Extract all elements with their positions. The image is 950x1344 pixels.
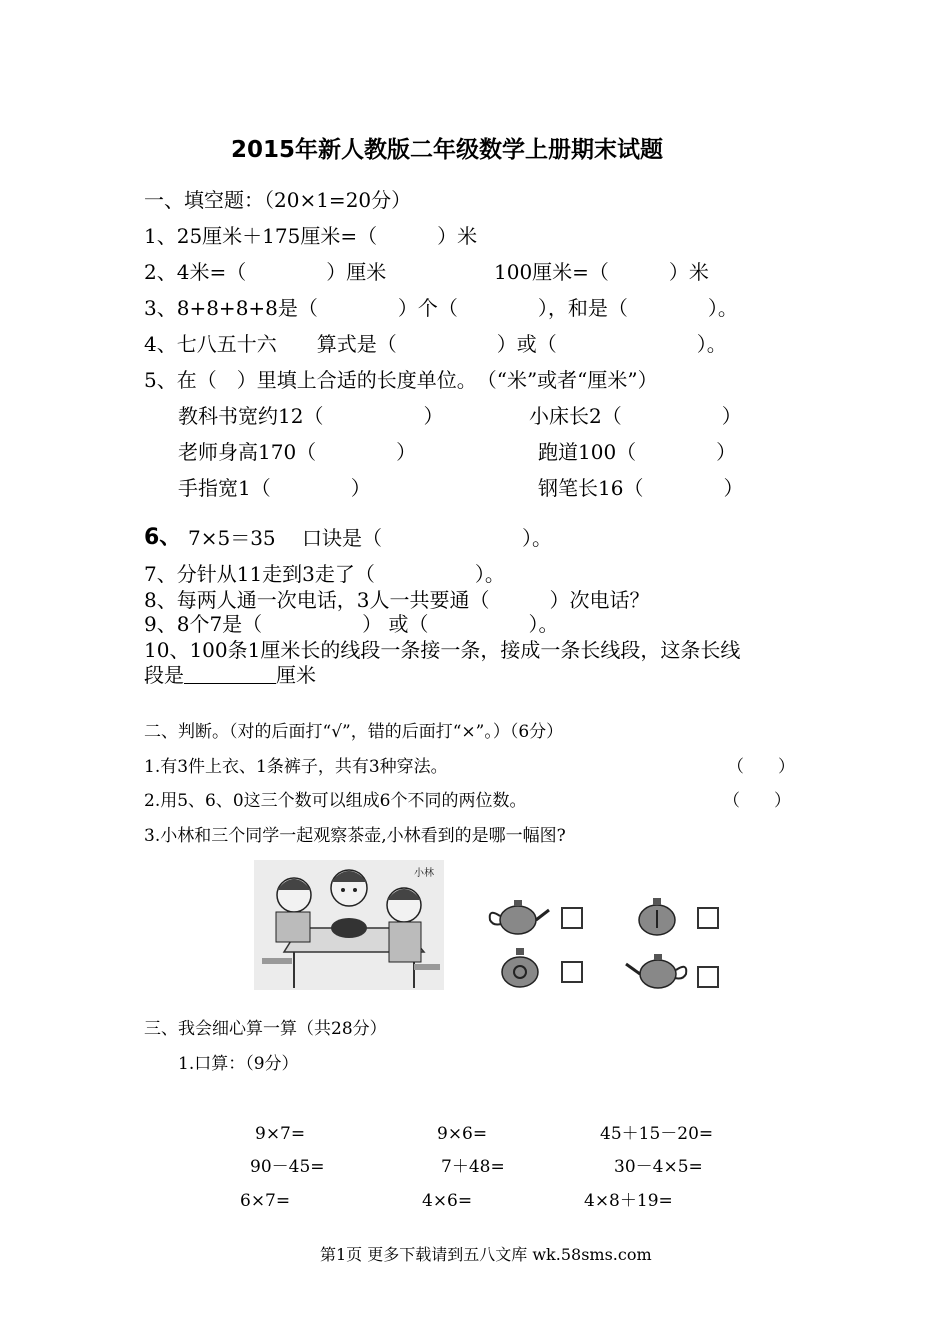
section2-heading: 二、判断。（对的后面打“√”，错的后面打“×”。）（6分） [144, 722, 564, 742]
question-6-number: 6、 [144, 525, 182, 550]
question-5b: 小床长2（ ） [529, 404, 742, 428]
question-5f: 钢笔长16（ ） [538, 476, 744, 500]
judge-2-paren: （ ） [723, 791, 791, 811]
question-10-unit: 厘米 [276, 663, 316, 687]
question-8: 8、每两人通一次电话，3人一共要通（ ）次电话？ [144, 588, 650, 612]
question-1: 1、25厘米＋175厘米=（ ）米 [144, 224, 478, 248]
teapot-side-view-icon [485, 890, 555, 940]
question-7: 7、分针从11走到3走了（ ）。 [144, 562, 505, 586]
section3-sub1: 1.口算：（9分） [178, 1054, 299, 1074]
teapot-back-view-icon [493, 942, 547, 992]
judge-2: 2.用5、6、0这三个数可以组成6个不同的两位数。 [144, 791, 527, 811]
question-3: 3、8+8+8+8是（ ）个（ ），和是（ ）。 [144, 296, 738, 320]
question-2a: 2、4米=（ ）厘米 [144, 260, 387, 284]
teapot-front-view-icon [630, 888, 684, 940]
option-box-1[interactable] [561, 907, 583, 929]
calc-item: 6×7= [240, 1191, 291, 1211]
question-6: 7×5＝35 口诀是（ ）。 [188, 526, 553, 550]
question-2b: 100厘米=（ ）米 [494, 260, 709, 284]
question-5: 5、在（ ）里填上合适的长度单位。 （“米”或者“厘米”） [144, 368, 658, 392]
section1-heading: 一、填空题：（20×1=20分） [144, 188, 412, 212]
question-10-line2 [144, 665, 316, 685]
question-4: 4、七八五十六 算式是（ ）或（ ）。 [144, 332, 727, 356]
judge-1: 1.有3件上衣、1条裤子，共有3种穿法。 [144, 757, 448, 777]
calc-item: 90－45= [250, 1157, 325, 1177]
question-5c: 老师身高170（ ） [178, 440, 417, 464]
question-5d: 跑道100（ ） [538, 440, 737, 464]
question-5e: 手指宽1（ ） [178, 476, 371, 500]
question-10-line1: 10、100条1厘米长的线段一条接一条，接成一条长线段，这条长线 [144, 638, 741, 662]
calc-item: 9×6= [437, 1124, 488, 1144]
calc-item: 7＋48= [441, 1157, 505, 1177]
question-10-prefix: 段是 [144, 663, 184, 687]
page-footer: 第1页 更多下载请到五八文库 wk.58sms.com [320, 1245, 652, 1264]
calc-item: 9×7= [255, 1124, 306, 1144]
calc-item: 4×8＋19= [584, 1191, 673, 1211]
xiaolin-label: 小林 [414, 868, 434, 879]
question-5a: 教科书宽约12（ ） [178, 404, 444, 428]
answer-underline [184, 665, 276, 684]
option-box-4[interactable] [697, 966, 719, 988]
teapot-other-side-icon [620, 944, 692, 994]
judge-1-paren: （ ） [727, 757, 795, 777]
kids-observing-teapot-illustration [254, 860, 444, 990]
calc-item: 30－4×5= [614, 1157, 703, 1177]
option-box-2[interactable] [697, 907, 719, 929]
section3-heading: 三、我会细心算一算（共28分） [144, 1019, 387, 1039]
option-box-3[interactable] [561, 961, 583, 983]
judge-3: 3.小林和三个同学一起观察茶壶,小林看到的是哪一幅图? [144, 826, 566, 846]
calc-item: 4×6= [422, 1191, 473, 1211]
calc-item: 45＋15－20= [600, 1124, 714, 1144]
question-9: 9、8个7是（ ） 或（ ）。 [144, 612, 559, 636]
page-title: 2015年新人教版二年级数学上册期末试题 [231, 137, 664, 163]
